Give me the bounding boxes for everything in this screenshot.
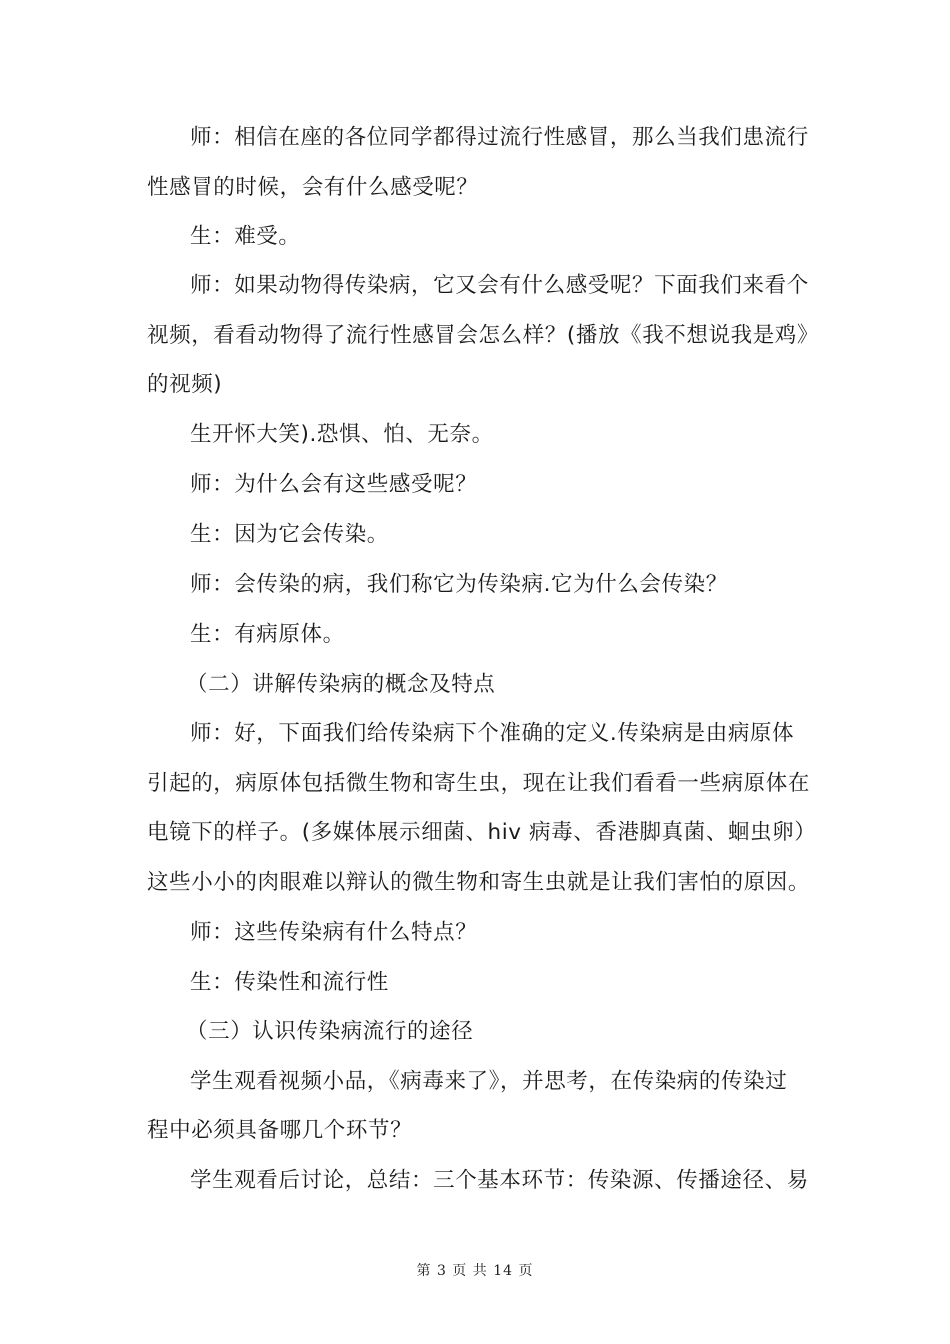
text-line-1: 师：相信在座的各位同学都得过流行性感冒，那么当我们患流行: [190, 125, 809, 150]
text-line-20: 学生观看视频小品，《病毒来了》，并思考，在传染病的传染过: [190, 1069, 788, 1094]
text-line-9: 生：因为它会传染。: [190, 522, 389, 547]
text-line-22: 学生观看后讨论，总结：三个基本环节：传染源、传播途径、易: [190, 1168, 809, 1193]
text-line-5: 视频，看看动物得了流行性感冒会怎么样？(播放《我不想说我是鸡》: [147, 323, 819, 348]
text-line-3: 生：难受。: [190, 224, 301, 249]
text-line-17: 师：这些传染病有什么特点？: [190, 920, 478, 945]
page-number-footer: 第 3 页 共 14 页: [416, 1263, 534, 1279]
section-heading-3: （三）认识传染病流行的途径: [186, 1019, 474, 1044]
text-line-16: 这些小小的肉眼难以辩认的微生物和寄生虫就是让我们害怕的原因。: [147, 870, 811, 895]
text-line-6: 的视频): [147, 372, 223, 397]
text-line-18: 生：传染性和流行性: [190, 970, 389, 995]
text-line-7: 生开怀大笑).恐惧、怕、无奈。: [190, 422, 494, 447]
text-line-10: 师：会传染的病，我们称它为传染病.它为什么会传染？: [190, 572, 728, 597]
text-line-15: 电镜下的样子。(多媒体展示细菌、hiv 病毒、香港脚真菌、蛔虫卵）: [147, 820, 817, 845]
text-line-8: 师：为什么会有这些感受呢？: [190, 472, 478, 497]
text-line-11: 生：有病原体。: [190, 622, 345, 647]
text-line-13: 师：好，下面我们给传染病下个准确的定义.传染病是由病原体: [190, 721, 795, 746]
text-line-2: 性感冒的时候，会有什么感受呢？: [147, 175, 479, 200]
section-heading-2: （二）讲解传染病的概念及特点: [186, 672, 496, 697]
text-line-14: 引起的，病原体包括微生物和寄生虫，现在让我们看看一些病原体在: [147, 771, 811, 796]
text-line-21: 程中必须具备哪几个环节？: [147, 1118, 413, 1143]
text-line-4: 师：如果动物得传染病，它又会有什么感受呢？下面我们来看个: [190, 273, 809, 298]
